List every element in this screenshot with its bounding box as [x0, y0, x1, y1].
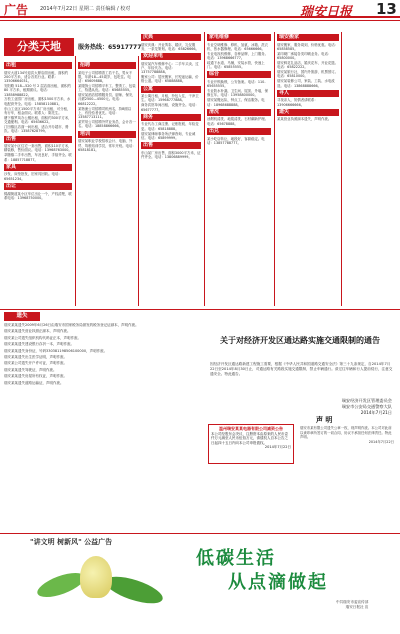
capital-reduction-notice [208, 424, 294, 464]
classified-ad: 油烟机清洗、地毯清洗、石材翻新护理。电话：65678888。 [207, 117, 269, 126]
capital-notice-date: 2014年7月22日 [264, 445, 291, 450]
traffic-notice-title: 关于对经济开发区通达路实施交通限制的通告 [220, 336, 380, 345]
classified-ad: 专业空调维修、移机、加氨，冰箱、洗衣机、热水器修理。电话：65666666。 [207, 42, 269, 51]
classified-ad: 某物流公司招聘司机两名，持B照以上，有经验者优先。电话：13587713111。 [78, 106, 132, 120]
capital-notice-body: 本公司经股东会决议，注册资本由原来的人民币壹仟万元减至人民币伍佰万元，请债权人自本公告之日起四十五日内向本公司申报债权。 [211, 431, 288, 445]
classified-ad: 瑞安某职业学校招收会计、电脑、外贸、驾驶培训学员，常年开班。电话：65818181。 [78, 139, 136, 152]
classified-ad: 万松工业园厂房出租，面积1500平方米，水电配套齐全。电话：15858110881。 [4, 97, 71, 106]
lost-notice-item: 瑞安某某遗失营业执照正副本，声明作废。 [4, 329, 71, 334]
ad-slogan: "讲文明 树新风" 公益广告 [30, 538, 113, 546]
classified-ad: 专业代办工商注册、记账报税、年检变更。电话：65818888。 [141, 122, 199, 131]
classified-ad: 瑞安某律师事务所法律咨询，专业诚信。电话：65899999。 [141, 131, 196, 140]
lost-notice-item: 瑞安某某遗失建设银行存折一本，声明作废。 [4, 342, 74, 347]
classified-ad: 专业电视机维修，各种品牌，上门服务。电话：13968666777。 [207, 51, 269, 60]
traffic-notice-signature [292, 398, 392, 416]
classified-ad: 某电子公司招聘普工若干名，男女不限，年龄18—45周岁，包吃住。电话：65609888。 [78, 70, 133, 84]
column-divider [274, 32, 275, 306]
category-header: 商务 [141, 114, 201, 121]
lost-notice-item: 瑞安某某遗失道路运输证，声明作废。 [4, 380, 64, 385]
classified-ad: 东山某厂房出售，面积3000平方米，证件齐全。电话：13806889999。 [141, 150, 201, 160]
declaration-body [300, 426, 394, 444]
paper-logo: 瑞安日报 [300, 5, 353, 20]
classified-ad: 瑞安某装修公司，家装、工装、水电改造。电话：13868888666。 [277, 79, 335, 88]
classified-ad: 瑞安搬家，服务周到，价格优惠。电话：65858585。 [277, 42, 339, 51]
classified-ad: 瑞安大道134号迎宾大厦店面出租，面积约200平方米，适合各类行业。联系：13506664031。 [4, 70, 69, 84]
classified-ad: 瑞安某搬运队、钟点工、保洁服务。电话：18968688888。 [207, 98, 265, 107]
category-header: 出租 [4, 62, 72, 69]
classified-ad: 寻找亲人，知情者请联系：13906666666。 [277, 98, 318, 107]
service-hotline: 服务热线：65917777 [78, 44, 142, 51]
classified-banner: 分类天地 [4, 38, 74, 56]
ad-credit-1: 中共瑞安市委宣传部 [336, 600, 369, 604]
classified-ad: 某服饰公司招聘平车工、整烫工、包装工，待遇从优。电话：65685555。 [78, 83, 136, 93]
classified-ad: 瑞安某旅行社，国内外旅游、机票预订。电话：65810000。 [277, 70, 339, 79]
page-header [0, 0, 400, 18]
lost-notice-item: 瑞安某某遗失2009年6月26日由瑞安市国家税务局颁发的税务登记证副本，声明作废。 [4, 323, 139, 327]
lost-notice-item: 瑞安某某遗失出生医学证明，声明作废。 [4, 354, 67, 359]
category-header: 家电维修 [207, 34, 271, 41]
category-header: 招聘 [78, 62, 136, 69]
category-header: 庆典 [141, 34, 201, 41]
category-header: 出兑 [207, 128, 271, 135]
section-name: 广告 [4, 3, 29, 17]
classified-column-1 [4, 60, 72, 308]
classified-ad: 商务宾馆单间出租，设施齐全。电话：65677777。 [141, 103, 199, 112]
page-number: 13 [376, 0, 397, 18]
section-divider [0, 309, 400, 310]
classified-ad: 东山工业区1500平方米厂房出租，可分租，有行车，租金面议。联系人：陈先生。 [4, 106, 71, 115]
capital-notice-title: 温州瑞安某某电器有限公司减资公告 [219, 426, 283, 431]
classified-ad: 疏通下水道、马桶，安装水管，快速上门。电话：65855555。 [207, 60, 265, 70]
classified-ad: 某贸易公司招聘外贸业务员、会计各一名。电话：18858866666。 [78, 120, 136, 129]
classified-ad: 某印刷厂承接各类印刷业务。电话：65800000。 [277, 51, 332, 60]
lost-notice-item: 瑞安某某遗失驾驶证，声明作废。 [4, 367, 57, 372]
lost-notices [4, 323, 204, 529]
category-header: 家具 [4, 164, 72, 171]
category-header: 欢迎来电 [141, 53, 201, 60]
classified-ad: 瑞安某小区住宅一套出售，面积110平方米，精装修，售价面议。电话：13968763000。 [4, 144, 72, 153]
lightbulb-illustration [80, 556, 112, 598]
classified-ad: 塘下镇罗凤办公楼出租，面积约300平方米，交通便利。电话：65636622。 [4, 115, 72, 125]
notice-date: 2014年7月21日 [360, 410, 392, 415]
lost-notice-item: 瑞安某公司遗失开户许可证，声明作废。 [4, 361, 67, 366]
category-header: 出售 [141, 142, 201, 149]
declaration-text: 瑞安市某有限公司遗失公章一枚，现声明作废。本公司对此前以该印章所签订的一切合同、协议不承担任何法律责任。特此声明。 [300, 426, 392, 440]
declaration-title: 声 明 [316, 416, 333, 424]
category-header: 瑞安搬家 [277, 34, 339, 41]
classified-ad: 莘塍镇二手车出售，车况良好，手续齐全。联系：18857718877。 [4, 153, 72, 162]
classified-column-2 [78, 60, 136, 308]
classified-column-6 [344, 32, 398, 308]
category-header: 出让 [4, 183, 72, 190]
column-divider [204, 32, 205, 306]
classified-ad: 锦湖街道某小区车位出让一个，产权清楚，联系电话：13968750000。 [4, 191, 72, 200]
category-header: 清洗 [207, 109, 271, 116]
classified-ad: 搬家公司：居民搬家、长短途运输，价格公道。电话：65888888。 [141, 75, 199, 84]
category-header: 公寓 [141, 86, 201, 93]
category-header: 遗失 [277, 109, 339, 116]
traffic-notice-body: 因经济开发区通达路新建工程施工需要，根据《中华人民共和国道路交通安全法》第三十九条规定，自2014年7月22日至2014年8月30日止，对通达路有关路段实施交通限制，禁止车辆通行。请过往车辆和行人提前绕行，注意交通安全。特此通告。 [210, 362, 393, 376]
classified-ad: 瑞安某酒店招聘服务员、厨师、保安，月薪2500—4500元。电话：66812222。 [78, 93, 136, 106]
classified-ad: 汀田镇区店面一间出租，适合开办超市、餐饮。电话：13587628799。 [4, 125, 69, 134]
signatory-1: 瑞安经济开发区管理委员会 [341, 398, 392, 403]
header-rule [0, 20, 400, 21]
issue-date: 2014年7月22日 星期二 责任编辑 / 校对 [40, 6, 131, 12]
category-header: 出售 [4, 136, 72, 143]
lost-notice-item: 瑞安某公司遗失组织机构代码证正本，声明作废。 [4, 335, 81, 340]
classified-column-5 [277, 32, 339, 308]
ad-credit [336, 600, 368, 609]
classified-ad: 专业开锁换锁，公安备案。电话：110-65655555。 [207, 79, 266, 89]
classified-column-4 [207, 32, 271, 308]
classified-column-3 [141, 32, 201, 308]
classified-ad: 瑞安庆典：开业剪彩、婚庆、礼仪服务，一条龙策划。电话：65826666。 [141, 42, 199, 51]
classified-ad: 某某营业执照副本遗失，声明作废。 [277, 117, 332, 122]
lost-notice-item: 瑞安某某遗失身份证，号码330381198506100000，声明作废。 [4, 348, 108, 353]
classified-ad: 某小吃店转让，地段好，客源稳定。电话：13857788777。 [207, 136, 265, 145]
classified-ad: 瑞安某汽车维修中心：二手车买卖、过户、年检代办。电话：13757788888。 [141, 61, 199, 75]
column-divider [75, 56, 76, 306]
ad-headline-1: 低碳生活 [196, 548, 276, 569]
declaration-date: 2014年7月22日 [368, 439, 394, 444]
column-divider [341, 32, 342, 306]
ad-headline-2: 从点滴做起 [228, 572, 328, 593]
classified-ad: 沙发、床垫批发，旧家具回收。电话：65651234。 [4, 172, 62, 181]
category-header: 培训 [78, 131, 136, 138]
category-header: 寻人 [277, 90, 339, 97]
column-divider [138, 56, 139, 306]
lost-notice-item: 瑞安某某遗失房屋所有权证，声明作废。 [4, 374, 67, 379]
ad-credit-2: 瑞安日报社 宣 [345, 604, 369, 609]
lost-section-title: 遗失 [4, 312, 40, 321]
category-header: 综合 [207, 71, 271, 78]
classified-ad: 瑞安鲜花礼品店，婚庆花车、开业花篮。电话：65822222。 [277, 60, 339, 70]
classified-ad: 安阳路 518—520 号 2 层店面出租，面积约 80 平方米，租期面议。电话：13858988822。 [4, 83, 71, 97]
classified-ad: 某公寓日租、月租，拎包入住，干净卫生。电话：15968777888。 [141, 94, 199, 103]
signatory-2: 瑞安市公安局交通警察大队 [341, 404, 392, 409]
classified-ad: 专业防水补漏，卫生间、屋顶、外墙，保修五年。电话：13958800000。 [207, 89, 269, 98]
